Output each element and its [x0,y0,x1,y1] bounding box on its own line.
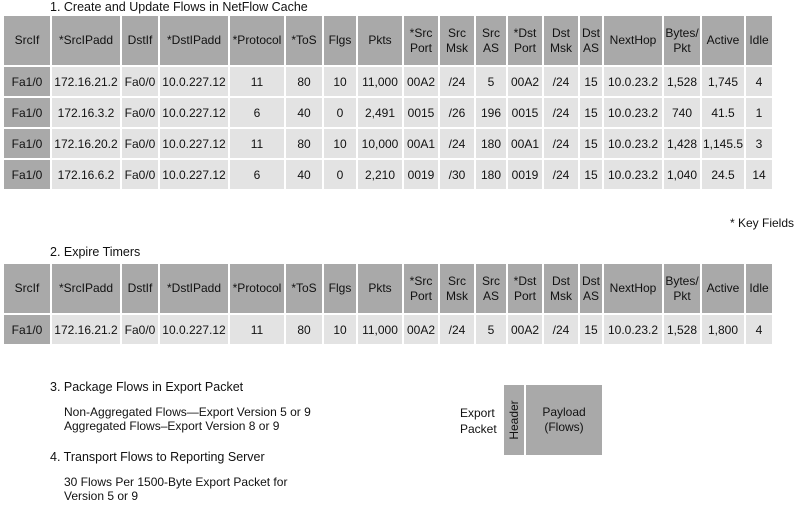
table-header-row [4,16,772,65]
table-cell: Fa0/0 [122,98,158,127]
column-header-text: Active [706,281,740,295]
column-header [580,16,602,65]
table-cell: 180 [476,129,506,158]
table-cell: /24 [544,67,578,96]
table-cell: /24 [440,315,474,344]
table-cell: 10.0.23.2 [604,67,662,96]
column-header [358,264,402,313]
table-cell: 172.16.3.2 [52,98,120,127]
export-label-line1: Export [460,406,495,420]
table-cell: Fa0/0 [122,315,158,344]
table-cell: 00A2 [508,315,542,344]
column-header [476,264,506,313]
table-cell: Fa0/0 [122,160,158,189]
table-cell: /24 [544,160,578,189]
table-cell: 11 [230,315,284,344]
table-cell: 10.0.227.12 [160,98,228,127]
column-header-text: *DstIPadd [166,33,222,47]
table-cell: 196 [476,98,506,127]
table-cell: Fa1/0 [4,67,50,96]
table-cell: 15 [580,67,602,96]
column-header [4,16,50,65]
table-cell: 11,000 [358,315,402,344]
column-header-text: *ToS [291,33,317,47]
column-header-text: Dst [552,273,570,288]
table-row [4,67,772,96]
column-header-text: Port [513,40,536,55]
column-header-text: SrcIf [14,33,40,47]
table-cell: 4 [746,315,772,344]
table-cell: 15 [580,160,602,189]
table-cell: 6 [230,160,284,189]
table-cell: /30 [440,160,474,189]
column-header-text: Pkts [368,281,392,295]
column-header-text: Msk [550,40,572,55]
table-cell: 5 [476,315,506,344]
column-header-text: Idle [749,33,769,47]
column-header-text: Pkts [368,33,392,47]
table-cell: 1,428 [664,129,700,158]
column-header [476,16,506,65]
column-header [604,16,662,65]
aggregated-text: Aggregated Flows–Export Version 8 or 9 [64,419,280,433]
table-cell: 1,528 [664,315,700,344]
table-cell: 1,745 [702,67,744,96]
table-cell: 3 [746,129,772,158]
column-header-text: Idle [749,281,769,295]
column-header-text: Msk [446,288,468,303]
column-header-text: *Src [409,273,433,288]
table-cell: 0 [324,160,356,189]
export-packet-label [460,405,497,437]
table-cell: 172.16.20.2 [52,129,120,158]
column-header-text: *Protocol [232,281,282,295]
column-header-text: *Dst [513,25,537,40]
table-cell: Fa1/0 [4,129,50,158]
table-header-row [4,264,772,313]
column-header-text: Port [409,288,432,303]
table-cell: 41.5 [702,98,744,127]
section-2-title: 2. Expire Timers [50,245,141,259]
table-cell: 10.0.227.12 [160,129,228,158]
table-cell: 1 [746,98,772,127]
column-header [160,264,228,313]
table-cell: 5 [476,67,506,96]
column-header [544,264,578,313]
table-row [4,315,772,344]
table-cell: 80 [286,315,322,344]
column-header-text: *SrcIPadd [58,281,114,295]
table-body [4,67,772,189]
column-header-text: Src [448,25,466,40]
column-header [286,264,322,313]
transport-text-line2: Version 5 or 9 [64,489,139,503]
table-cell: Fa1/0 [4,98,50,127]
table-cell: 00A1 [404,129,438,158]
key-fields-note: * Key Fields [729,216,794,230]
table-cell: 10.0.227.12 [160,67,228,96]
section-4-title: 4. Transport Flows to Reporting Server [50,450,265,464]
table-cell: 0015 [508,98,542,127]
column-header-text: SrcIf [14,281,40,295]
table-cell: 180 [476,160,506,189]
table-cell: 11,000 [358,67,402,96]
column-header [404,16,438,65]
table-cell: 15 [580,315,602,344]
column-header [544,16,578,65]
column-header-text: Msk [550,288,572,303]
column-header-text: Active [706,33,740,47]
export-label-line2: Packet [460,422,497,436]
table-cell: 00A1 [508,129,542,158]
column-header-text: DstIf [127,281,153,295]
column-header [702,16,744,65]
table-cell: 11 [230,129,284,158]
section-1-title: 1. Create and Update Flows in NetFlow Cache [50,0,308,14]
table-cell: 11 [230,67,284,96]
column-header-text: Dst [582,273,600,288]
expired-flow-table [2,262,774,346]
column-header [702,264,744,313]
column-header-text: Src [482,273,500,288]
table-cell: 0019 [404,160,438,189]
table-cell: 80 [286,67,322,96]
table-row [4,98,772,127]
column-header-text: Src [482,25,500,40]
table-cell: 80 [286,129,322,158]
table-cell: 172.16.6.2 [52,160,120,189]
table-cell: 10 [324,129,356,158]
table-cell: 4 [746,67,772,96]
non-aggregated-text: Non-Aggregated Flows—Export Version 5 or 9 [64,405,311,419]
column-header-text: Pkt [673,40,691,55]
table-cell: 2,210 [358,160,402,189]
column-header-text: *Protocol [232,33,282,47]
column-header [746,16,772,65]
column-header-text: Src [448,273,466,288]
packet-header-label: Header [507,400,521,440]
column-header-text: *Dst [513,273,537,288]
column-header [230,16,284,65]
column-header-text: *DstIPadd [166,281,222,295]
table-cell: 10.0.227.12 [160,160,228,189]
column-header [440,264,474,313]
table-cell: 00A2 [404,67,438,96]
column-header [286,16,322,65]
table-cell: /24 [440,129,474,158]
table-cell: /24 [440,67,474,96]
column-header-text: *ToS [291,281,317,295]
table-cell: /24 [544,129,578,158]
column-header [664,16,700,65]
table-cell: /24 [544,98,578,127]
column-header-text: Bytes/ [665,273,699,288]
table-cell: 10.0.23.2 [604,160,662,189]
table-cell: 10.0.23.2 [604,129,662,158]
column-header-text: Dst [552,25,570,40]
table-cell: 10.0.23.2 [604,98,662,127]
packet-header-box [504,385,526,455]
table-cell: 2,491 [358,98,402,127]
table-cell: 14 [746,160,772,189]
table-cell: 1,800 [702,315,744,344]
table-cell: 15 [580,129,602,158]
column-header-text: Port [513,288,536,303]
column-header-text: AS [582,288,599,303]
column-header-text: AS [482,288,499,303]
table-cell: 0019 [508,160,542,189]
column-header [122,264,158,313]
payload-label-line2: (Flows) [544,420,584,434]
packet-payload-box [526,385,602,455]
column-header [604,264,662,313]
table-cell: 1,145.5 [702,129,744,158]
table-cell: 15 [580,98,602,127]
table-cell: 00A2 [404,315,438,344]
column-header-text: Dst [582,25,600,40]
table-cell: 1,040 [664,160,700,189]
column-header-text: *Src [409,25,433,40]
column-header-text: AS [582,40,599,55]
table-cell: 0 [324,98,356,127]
payload-label-line1: Payload [542,405,586,419]
column-header [664,264,700,313]
column-header [52,264,120,313]
table-cell: 10 [324,315,356,344]
column-header-text: Pkt [673,288,691,303]
table-cell: 24.5 [702,160,744,189]
table-cell: 10.0.23.2 [604,315,662,344]
column-header-text: Bytes/ [665,25,699,40]
column-header [230,264,284,313]
column-header-text: Flgs [328,33,352,47]
table-cell: 40 [286,98,322,127]
table-cell: 10 [324,67,356,96]
column-header [4,264,50,313]
column-header [440,16,474,65]
table-cell: Fa1/0 [4,160,50,189]
column-header [324,264,356,313]
netflow-cache-table [2,14,774,191]
table-cell: Fa0/0 [122,67,158,96]
column-header [52,16,120,65]
column-header-text: NextHop [609,281,657,295]
table-cell: 40 [286,160,322,189]
table-cell: /24 [544,315,578,344]
table-cell: 740 [664,98,700,127]
table-cell: 00A2 [508,67,542,96]
table-row [4,129,772,158]
column-header-text: Flgs [328,281,352,295]
column-header-text: DstIf [127,33,153,47]
column-header [508,264,542,313]
table-cell: 1,528 [664,67,700,96]
table-row [4,160,772,189]
column-header [358,16,402,65]
column-header [508,16,542,65]
table-body [4,315,772,344]
table-cell: Fa0/0 [122,129,158,158]
column-header-text: Port [409,40,432,55]
column-header-text: Msk [446,40,468,55]
table-cell: 172.16.21.2 [52,315,120,344]
column-header [324,16,356,65]
table-cell: 0015 [404,98,438,127]
column-header [160,16,228,65]
column-header [580,264,602,313]
table-cell: 6 [230,98,284,127]
column-header [122,16,158,65]
column-header [746,264,772,313]
column-header-text: AS [482,40,499,55]
section-3-title: 3. Package Flows in Export Packet [50,380,244,394]
table-cell: /26 [440,98,474,127]
table-cell: 172.16.21.2 [52,67,120,96]
transport-text-line1: 30 Flows Per 1500-Byte Export Packet for [64,475,288,489]
column-header [404,264,438,313]
table-cell: Fa1/0 [4,315,50,344]
column-header-text: *SrcIPadd [58,33,114,47]
column-header-text: NextHop [609,33,657,47]
table-cell: 10.0.227.12 [160,315,228,344]
table-cell: 10,000 [358,129,402,158]
